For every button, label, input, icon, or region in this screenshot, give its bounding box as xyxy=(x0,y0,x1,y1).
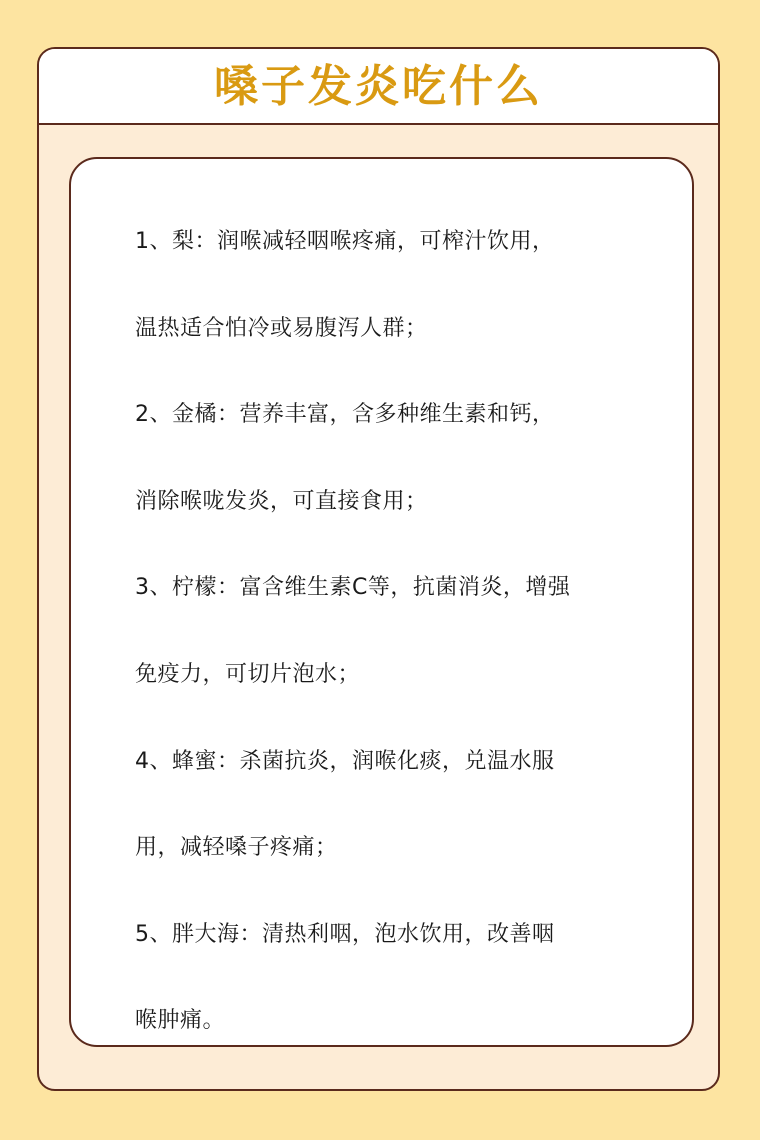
list-line: 温热适合怕冷或易腹泻人群； xyxy=(135,315,428,341)
list-line: 5、胖大海：清热利咽，泡水饮用，改善咽 xyxy=(135,921,555,947)
list-line: 喉肿痛。 xyxy=(135,1008,226,1034)
list-line: 免疫力，可切片泡水； xyxy=(135,661,361,687)
card-header xyxy=(39,49,718,125)
page-title: 嗓子发炎吃什么 xyxy=(214,61,543,112)
list-line: 3、柠檬：富含维生素C等，抗菌消炎，增强 xyxy=(135,575,571,601)
list-line: 消除喉咙发炎，可直接食用； xyxy=(135,488,428,514)
list-line: 1、梨：润喉减轻咽喉疼痛，可榨汁饮用， xyxy=(135,229,555,254)
content-panel xyxy=(69,157,694,1047)
list-line: 用，减轻嗓子疼痛； xyxy=(135,835,338,861)
list-line: 4、蜂蜜：杀菌抗炎，润喉化痰，兑温水服 xyxy=(135,748,555,774)
food-list xyxy=(135,199,570,1065)
info-card xyxy=(37,47,720,1091)
list-line: 2、金橘：营养丰富，含多种维生素和钙， xyxy=(135,402,555,428)
